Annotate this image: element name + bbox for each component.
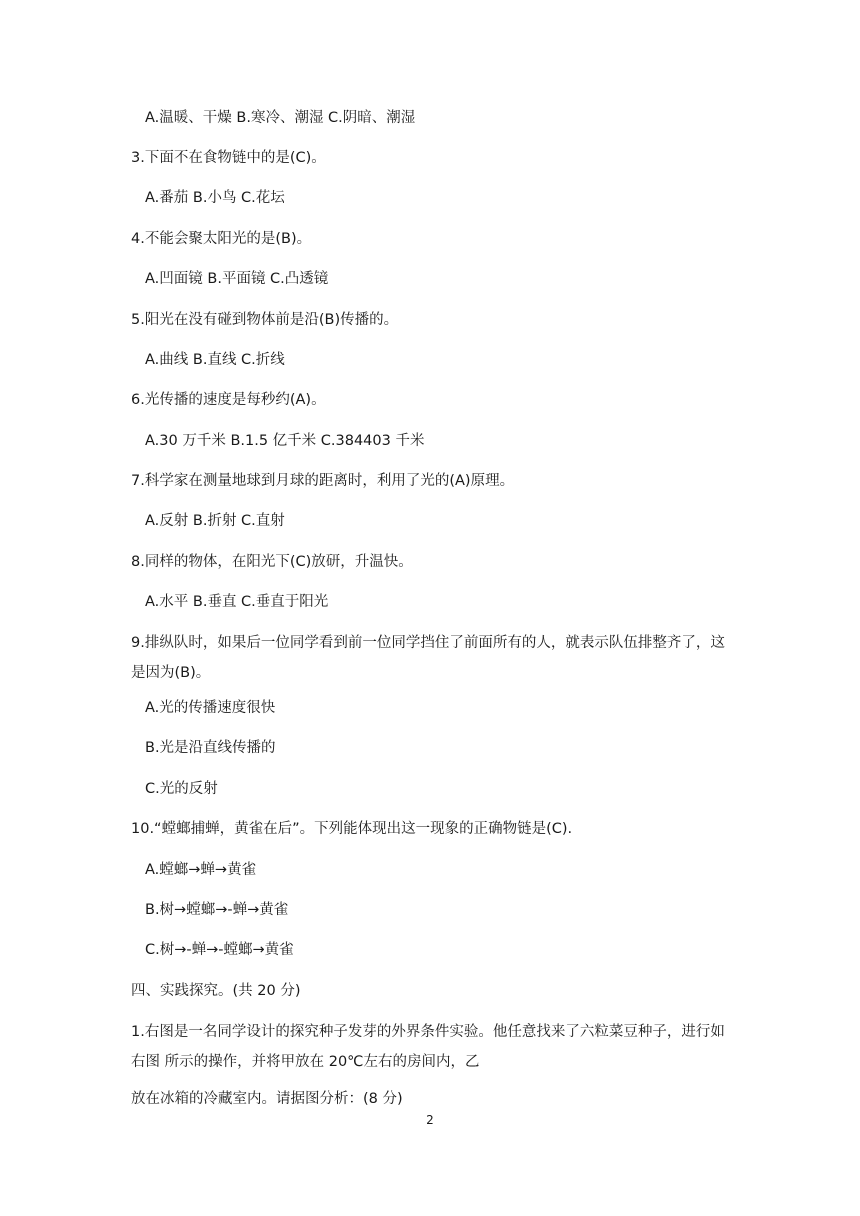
question-8: 8.同样的物体，在阳光下(C)放研，升温快。 (131, 554, 413, 570)
option-q10-a: A.螳螂→蝉→黄雀 (145, 862, 257, 878)
question-3: 3.下面不在食物链中的是(C)。 (131, 150, 326, 166)
options-q8: A.水平 B.垂直 C.垂直于阳光 (145, 594, 329, 610)
question-6: 6.光传播的速度是每秒约(A)。 (131, 392, 326, 408)
options-q6: A.30 万千米 B.1.5 亿千米 C.384403 千米 (145, 433, 425, 449)
question-9: 9.排纵队时，如果后一位同学看到前一位同学挡住了前面所有的人，就表示队伍排整齐了，这是因为(B)。 (131, 635, 725, 681)
question-10: 10.“螳螂捕蝉，黄雀在后”。下列能体现出这一现象的正确物链是(C). (131, 821, 573, 837)
option-q10-b: B.树→螳螂→-蝉→黄雀 (145, 902, 289, 918)
question-5: 5.阳光在没有碰到物体前是沿(B)传播的。 (131, 312, 399, 328)
question-4: 4.不能会聚太阳光的是(B)。 (131, 231, 312, 247)
option-q9-a: A.光的传播速度很快 (145, 700, 276, 716)
options-q2: A.温暖、干燥 B.寒冷、潮湿 C.阴暗、潮湿 (145, 110, 416, 126)
practice-question-1-continued: 放在冰箱的冷藏室内。请据图分析：(8 分) (131, 1091, 403, 1107)
options-q7: A.反射 B.折射 C.直射 (145, 513, 285, 529)
options-q5: A.曲线 B.直线 C.折线 (145, 352, 285, 368)
options-q3: A.番茄 B.小鸟 C.花坛 (145, 190, 285, 206)
question-7: 7.科学家在测量地球到月球的距离时，利用了光的(A)原理。 (131, 473, 515, 489)
page-number: 2 (426, 1113, 434, 1127)
option-q9-c: C.光的反射 (145, 781, 218, 797)
option-q9-b: B.光是沿直线传播的 (145, 740, 276, 756)
section-heading-practice: 四、实践探究。(共 20 分) (131, 983, 301, 999)
practice-question-1: 1.右图是一名同学设计的探究种子发芽的外界条件实验。他任意找来了六粒菜豆种子，进行如右图 所示的操作，并将甲放在 20℃左右的房间内，乙 (131, 1024, 725, 1070)
option-q10-c: C.树→-蝉→-螳螂→黄雀 (145, 942, 294, 958)
options-q4: A.凹面镜 B.平面镜 C.凸透镜 (145, 271, 329, 287)
